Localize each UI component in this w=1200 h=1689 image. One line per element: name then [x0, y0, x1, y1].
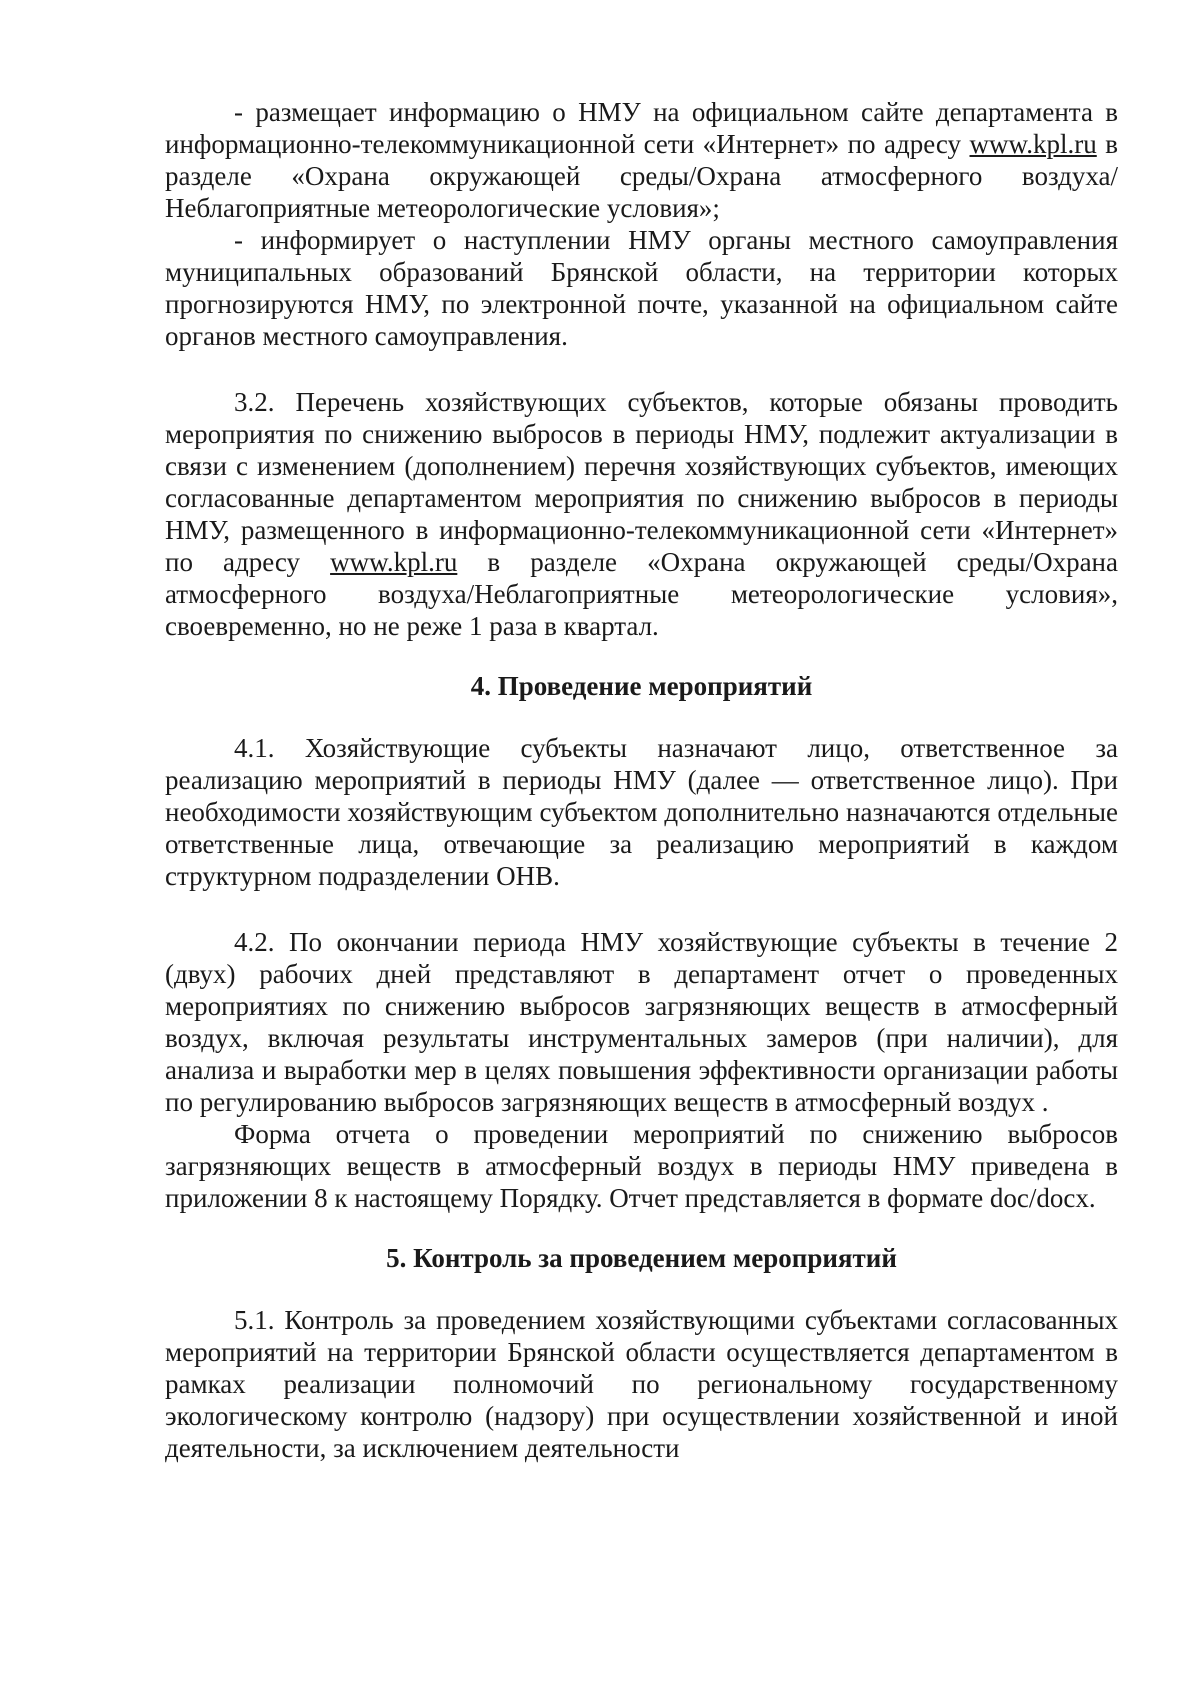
- document-page: [165, 96, 1118, 1464]
- paragraph-info-website: [165, 96, 1118, 224]
- paragraph-4-2: 4.2. По окончании периода НМУ хозяйствующие субъекты в течение 2 (двух) рабочих дней представляют в департамент отчет о проведенных мероприятиях по снижению выбросов загрязняющих веществ в атмосферный воздух, включая результаты инструментальных замеров (при наличии), для анализа и выработки мер в целях повышения эффективности организации работы по регулированию выбросов загрязняющих веществ в атмосферный воздух .: [165, 927, 1118, 1117]
- paragraph-info-municipal: - информирует о наступлении НМУ органы местного самоуправления муниципальных образований Брянской области, на территории которых прогнозируются НМУ, по электронной почте, указанной на официальном сайте органов местного самоуправления.: [165, 225, 1118, 351]
- paragraph-text: в разделе «Охрана окружающей среды/Охрана атмосферного воздуха/Неблагоприятные метеорологические условия», своевременно, но не реже 1 раза в квартал.: [165, 547, 1118, 641]
- paragraph-4-1: 4.1. Хозяйствующие субъекты назначают лицо, ответственное за реализацию мероприятий в периоды НМУ (далее — ответственное лицо). При необходимости хозяйствующим субъектом дополнительно назначаются отдельные ответственные лица, отвечающие за реализацию мероприятий в каждом структурном подразделении ОНВ.: [165, 733, 1118, 891]
- paragraph-text: - размещает информацию о НМУ на официальном сайте департамента в информационно-телекоммуникационной сети «Интернет» по адресу: [165, 97, 1118, 159]
- paragraph-3-2: [165, 386, 1118, 642]
- section-5-heading: 5. Контроль за проведением мероприятий: [386, 1243, 897, 1273]
- website-link[interactable]: www.kpl.ru: [969, 129, 1097, 159]
- website-link[interactable]: www.kpl.ru: [330, 547, 458, 577]
- paragraph-5-1: 5.1. Контроль за проведением хозяйствующими субъектами согласованных мероприятий на территории Брянской области осуществляется департаментом в рамках реализации полномочий по региональному государственному экологическому контролю (надзору) при осуществлении хозяйственной и иной деятельности, за исключением деятельности: [165, 1305, 1118, 1463]
- paragraph-4-2-form: Форма отчета о проведении мероприятий по снижению выбросов загрязняющих веществ в атмосферный воздух в периоды НМУ приведена в приложении 8 к настоящему Порядку. Отчет представляется в формате doc/docx.: [165, 1119, 1118, 1213]
- section-4-heading: 4. Проведение мероприятий: [470, 671, 813, 701]
- paragraph-text: в разделе «Охрана окружающей среды/Охрана атмосферного воздуха/Неблагоприятные метеорологические условия»;: [165, 129, 1118, 223]
- paragraph-text: 3.2. Перечень хозяйствующих субъектов, которые обязаны проводить мероприятия по снижению выбросов в периоды НМУ, подлежит актуализации в связи с изменением (дополнением) перечня хозяйствующих субъектов, имеющих согласованные департаментом мероприятия по снижению выбросов в периоды НМУ, размещенного в информационно-телекоммуникационной сети «Интернет» по адресу: [165, 387, 1118, 577]
